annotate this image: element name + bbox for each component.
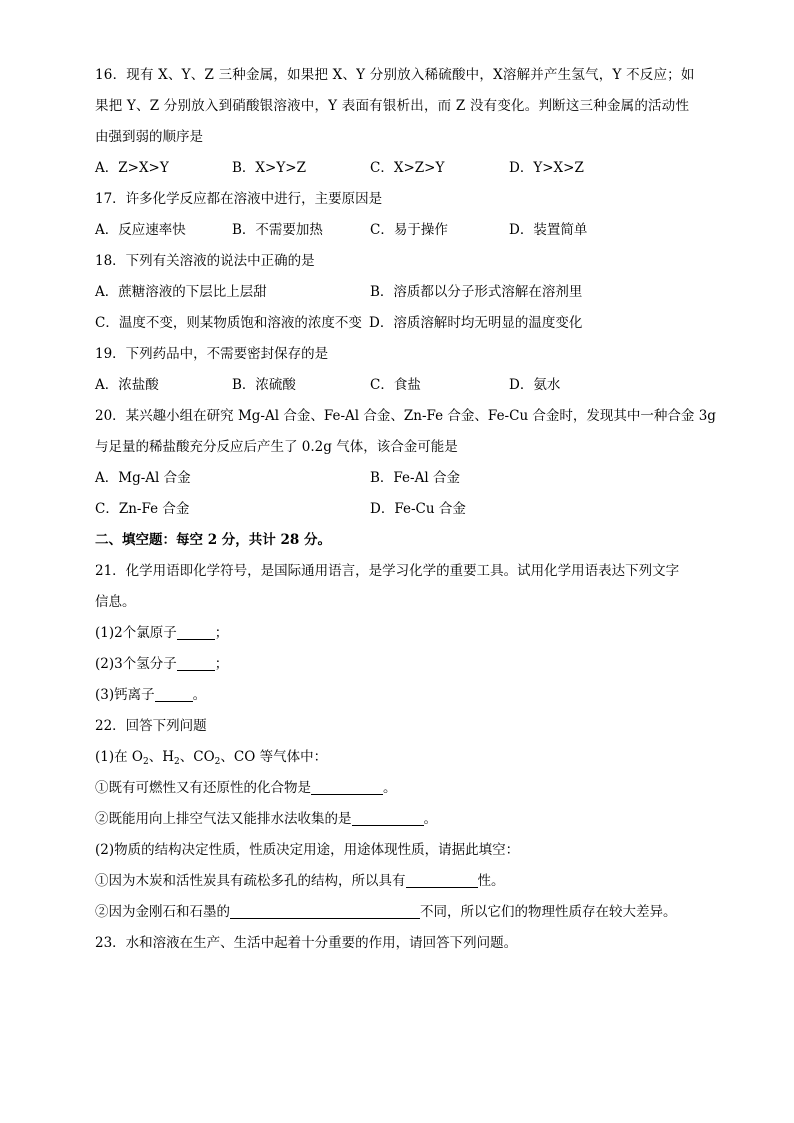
q17-stem: 17．许多化学反应都在溶液中进行，主要原因是 [95, 191, 383, 207]
q21-item-2-prefix: (2)3个氢分子 [95, 656, 177, 672]
q22-2b-suffix: 不同，所以它们的物理性质存在较大差异。 [420, 904, 677, 920]
q20-option-d: D．Fe-Cu 合金 [370, 501, 466, 517]
q21-item-1 [95, 618, 710, 649]
q16-line-2: 果把 Y、Z 分别放入到硝酸银溶液中，Y 表面有银析出，而 Z 没有变化。判断这三种金属的活动性 [95, 98, 690, 114]
q16-option-b: B．X>Y>Z [232, 160, 306, 176]
q21-item-3-suffix: 。 [192, 687, 207, 703]
q21-item-2-suffix: ； [214, 656, 229, 672]
q18-stem: 18．下列有关溶液的说法中正确的是 [95, 253, 315, 269]
q16-options [95, 153, 710, 184]
q20-option-b: B．Fe-Al 合金 [370, 470, 460, 486]
q20-options-row-2 [95, 494, 710, 525]
q19-option-b: B．浓硫酸 [232, 377, 296, 393]
q18-option-a: A．蔗糖溶液的下层比上层甜 [95, 284, 267, 300]
q18-options-row-2 [95, 308, 710, 339]
q20-options-row-1 [95, 463, 710, 494]
q21-item-2-blank[interactable] [177, 654, 215, 671]
q21-item-1-prefix: (1)2个氯原子 [95, 625, 177, 641]
q16-option-d: D．Y>X>Z [509, 160, 584, 176]
q21-item-1-blank[interactable] [177, 623, 215, 640]
q22-2b-prefix: ②因为金刚石和石墨的 [95, 904, 230, 920]
q19-option-d: D．氨水 [509, 377, 561, 393]
q16-line-3: 由强到弱的顺序是 [95, 129, 203, 145]
q18-option-b: B．溶质都以分子形式溶解在溶剂里 [370, 284, 583, 300]
q22-intro-text-d: 、CO 等气体中： [220, 749, 328, 765]
q16-option-a: A．Z>X>Y [95, 160, 169, 176]
q22-subscript-2: 2 [174, 757, 180, 767]
q17-option-a: A．反应速率快 [95, 222, 186, 238]
q19-option-a: A．浓盐酸 [95, 377, 159, 393]
q22-intro-text-a: (1)在 O [95, 749, 143, 765]
q22-2b-blank[interactable] [230, 902, 420, 919]
q17-option-c: C．易于操作 [370, 222, 448, 238]
q21-item-3-blank[interactable] [155, 685, 193, 702]
q19-stem: 19．下列药品中，不需要密封保存的是 [95, 346, 329, 362]
q21-line-1: 21．化学用语即化学符号，是国际通用语言，是学习化学的重要工具。试用化学用语表达下列文字 [95, 563, 680, 579]
exam-page [95, 60, 716, 959]
q22-part-1-intro [95, 742, 710, 773]
q20-option-c: C．Zn-Fe 合金 [95, 501, 190, 517]
q22-1b-suffix: 。 [423, 811, 437, 827]
q22-part-2-b [95, 897, 710, 928]
q21-item-1-suffix: ； [214, 625, 229, 641]
q22-part-1-b [95, 804, 710, 835]
q21-item-3 [95, 680, 710, 711]
q22-intro-text-b: 、H [148, 749, 174, 765]
q22-part-2-a [95, 866, 710, 897]
q16-line-1: 16．现有 X、Y、Z 三种金属，如果把 X、Y 分别放入稀硫酸中，X溶解并产生氢气，Y 不反应；如 [95, 67, 695, 83]
q22-1b-prefix: ②既能用向上排空气法又能排水法收集的是 [95, 811, 352, 827]
q18-option-c: C．温度不变，则某物质饱和溶液的浓度不变 [95, 315, 362, 331]
section-2-title: 二、填空题：每空 2 分，共计 28 分。 [95, 532, 331, 548]
q22-part-1-a [95, 773, 710, 804]
q23-stem: 23．水和溶液在生产、生活中起着十分重要的作用，请回答下列问题。 [95, 935, 518, 951]
q22-stem: 22．回答下列问题 [95, 718, 207, 734]
q22-2a-blank[interactable] [406, 871, 478, 888]
q22-2a-prefix: ①因为木炭和活性炭具有疏松多孔的结构，所以具有 [95, 873, 406, 889]
q17-option-b: B．不需要加热 [232, 222, 323, 238]
q17-option-d: D．装置简单 [509, 222, 588, 238]
q20-option-a: A．Mg-Al 合金 [95, 470, 191, 486]
q21-line-2: 信息。 [95, 594, 136, 610]
q22-1a-suffix: 。 [383, 780, 397, 796]
q18-option-d: D．溶质溶解时均无明显的温度变化 [369, 315, 583, 331]
q19-option-c: C．食盐 [370, 377, 421, 393]
q21-item-2 [95, 649, 710, 680]
q20-line-1: 20．某兴趣小组在研究 Mg-Al 合金、Fe-Al 合金、Zn-Fe 合金、Fe-Cu 合金时，发现其中一种合金 3g [95, 408, 716, 424]
q22-subscript-3: 2 [214, 757, 221, 767]
q19-options [95, 370, 710, 401]
q22-intro-text-c: 、CO [179, 749, 215, 765]
q21-item-3-prefix: (3)钙离子 [95, 687, 155, 703]
q22-subscript-1: 2 [142, 757, 149, 767]
q22-1b-blank[interactable] [352, 809, 424, 826]
q16-option-c: C．X>Z>Y [370, 160, 445, 176]
q22-1a-prefix: ①既有可燃性又有还原性的化合物是 [95, 780, 311, 796]
q17-options [95, 215, 710, 246]
q22-2a-suffix: 性。 [477, 873, 505, 889]
q20-line-2: 与足量的稀盐酸充分反应后产生了 0.2g 气体，该合金可能是 [95, 439, 458, 455]
q18-options-row-1 [95, 277, 710, 308]
q22-1a-blank[interactable] [311, 778, 383, 795]
q22-part-2-intro: (2)物质的结构决定性质，性质决定用途，用途体现性质，请据此填空： [95, 842, 520, 858]
